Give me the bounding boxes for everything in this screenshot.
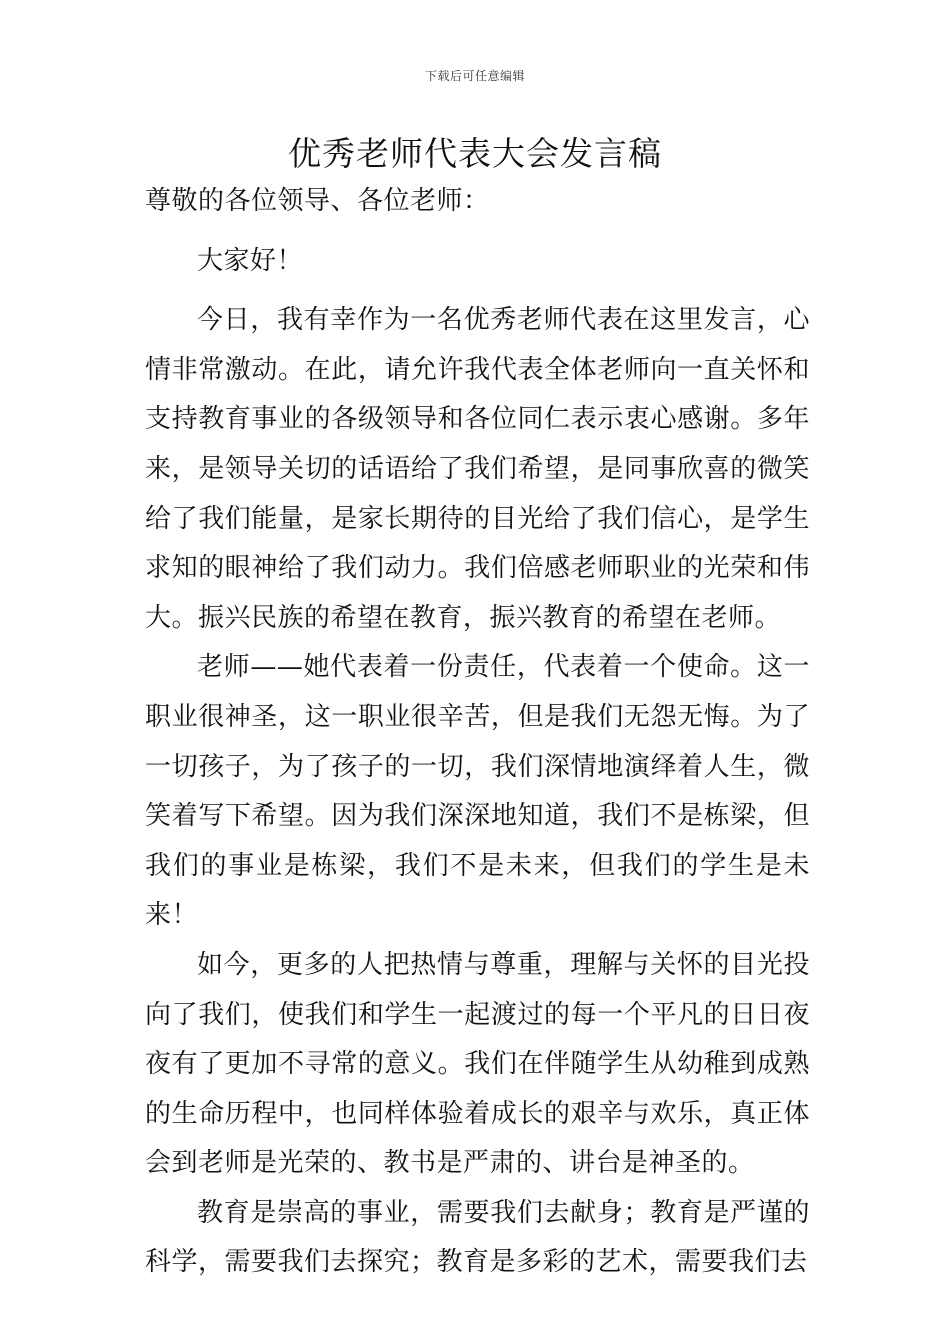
paragraph-3: 如今，更多的人把热情与尊重，理解与关怀的目光投向了我们，使我们和学生一起渡过的每一个平凡的日日夜夜有了更加不寻常的意义。我们在伴随学生从幼稚到成熟的生命历程中，也同样体验着成长的艰辛与欢乐，真正体会到老师是光荣的、教书是严肃的、讲台是神圣的。 — [145, 949, 810, 1179]
document-body — [145, 177, 810, 1288]
paragraph-4: 教育是崇高的事业，需要我们去献身；教育是严谨的科学，需要我们去探究；教育是多彩的艺术，需要我们去 — [145, 1197, 810, 1278]
greeting: 大家好！ — [197, 245, 304, 276]
document-title: 优秀老师代表大会发言稿 — [288, 134, 662, 173]
paragraph-2: 老师——她代表着一份责任，代表着一个使命。这一职业很神圣，这一职业很辛苦，但是我们无怨无悔。为了一切孩子，为了孩子的一切，我们深情地演绎着人生，微笑着写下希望。因为我们深深地知道，我们不是栋梁，但我们的事业是栋梁，我们不是未来，但我们的学生是未来！ — [145, 652, 810, 931]
paragraph-1: 今日，我有幸作为一名优秀老师代表在这里发言，心情非常激动。在此，请允许我代表全体老师向一直关怀和支持教育事业的各级领导和各位同仁表示衷心感谢。多年来，是领导关切的话语给了我们希望，是同事欣喜的微笑给了我们能量，是家长期待的目光给了我们信心，是学生求知的眼神给了我们动力。我们倍感老师职业的光荣和伟大。振兴民族的希望在教育，振兴教育的希望在老师。 — [145, 305, 810, 633]
salutation: 尊敬的各位领导、各位老师： — [145, 186, 490, 216]
header-note: 下载后可任意编辑 — [424, 69, 525, 83]
